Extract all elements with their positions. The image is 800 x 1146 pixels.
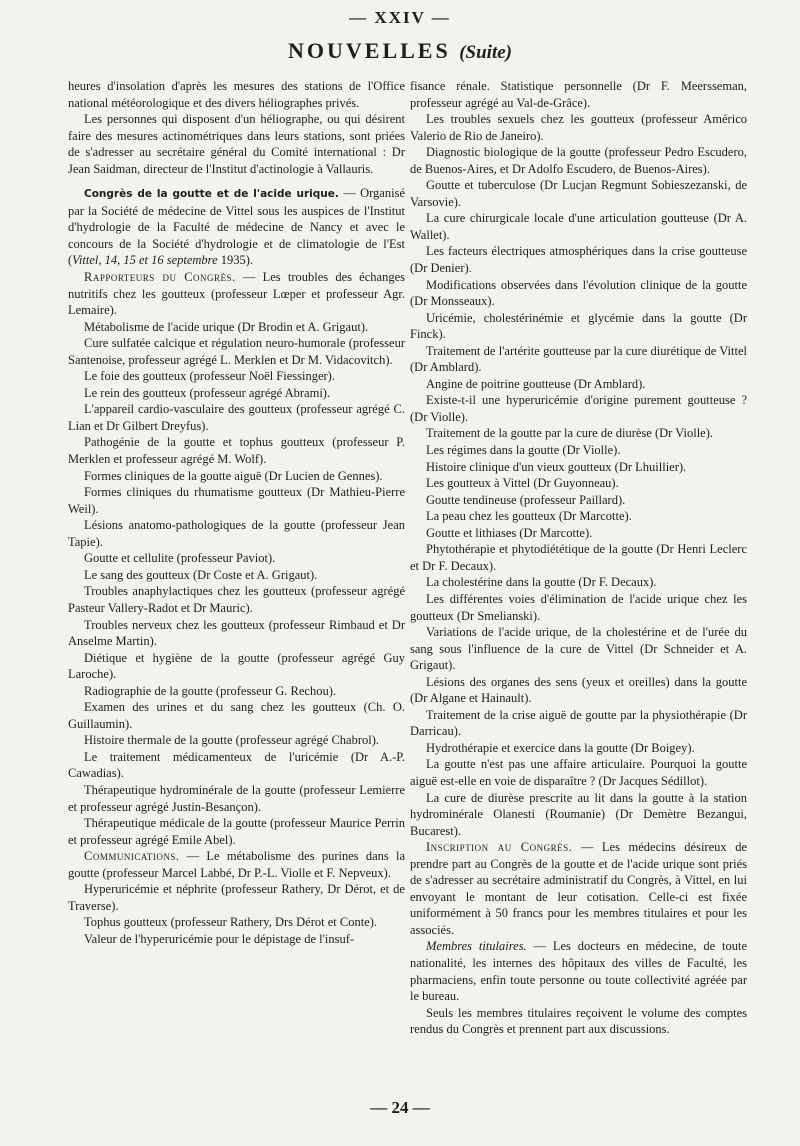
paragraph	[68, 468, 405, 485]
paragraph-text: Formes cliniques du rhumatisme goutteux (Dr Mathieu-Pierre Weil).	[68, 485, 405, 516]
paragraph	[68, 517, 405, 550]
paragraph-text: Angine de poitrine goutteuse (Dr Amblard).	[426, 376, 646, 391]
paragraph-italic: Vittel, 14, 15 et 16 septembre	[72, 253, 218, 268]
paragraph	[410, 574, 747, 591]
paragraph	[68, 484, 405, 517]
paragraph	[68, 434, 405, 467]
paragraph	[410, 508, 747, 525]
paragraph-text: Le traitement médicamenteux de l'uricémie (Dr A.-P. Cawadias).	[68, 749, 405, 781]
paragraph	[68, 617, 405, 650]
paragraph	[410, 790, 747, 840]
paragraph	[68, 650, 405, 683]
paragraph-text: Examen des urines et du sang chez les goutteux (Ch. O. Guillaumin).	[68, 700, 405, 731]
paragraph-text: heures d'insolation d'après les mesures des stations de l'Office national météorologique et des divers héliographes privés.	[68, 79, 405, 110]
right-column	[410, 78, 747, 1038]
paragraph-text: Histoire clinique d'un vieux goutteux (Dr Lhuillier).	[426, 459, 687, 474]
paragraph-text: Modifications observées dans l'évolution clinique de la goutte (Dr Monsseaux).	[410, 277, 747, 309]
paragraph	[410, 475, 747, 492]
paragraph	[68, 931, 405, 948]
paragraph	[410, 425, 747, 442]
paragraph	[410, 177, 747, 210]
paragraph-text: Hyperuricémie et néphrite (professeur Rathery, Dr Dérot, et de Traverse).	[68, 882, 405, 913]
paragraph-text: Les personnes qui disposent d'un héliographe, ou qui désirent faire des mesures actinométriques dans leurs stations, sont priées de s'adresser au secrétaire général du Comité international : Dr Jean Saidman, directeur de l'Institut d'actinologie à Vallauris.	[68, 112, 405, 176]
paragraph	[68, 567, 405, 584]
paragraph	[410, 277, 747, 310]
left-column	[68, 78, 405, 947]
paragraph	[410, 459, 747, 476]
paragraph-text: Troubles nerveux chez les goutteux (professeur Rimbaud et Dr Anselme Martin).	[68, 617, 405, 649]
paragraph	[410, 442, 747, 459]
paragraph-text: Tophus goutteux (professeur Rathery, Drs Dérot et Conte).	[84, 915, 378, 930]
paragraph-text: Le sang des goutteux (Dr Coste et A. Grigaut).	[84, 567, 318, 582]
paragraph-text: fisance rénale. Statistique personnelle (Dr F. Meersseman, professeur agrégé au Val-de-Grâce).	[410, 79, 747, 110]
paragraph-text: — Les docteurs en médecine, de toute nationalité, les internes des hôpitaux des villes de Faculté, les pharmaciens, enfin toute personne ou toute collectivité agréée par le bureau.	[410, 939, 747, 1004]
paragraph-text: Valeur de l'hyperuricémie pour le dépistage de l'insuf-	[84, 931, 355, 946]
paragraph	[68, 782, 405, 815]
paragraph-lead: Inscription au Congrès.	[426, 840, 573, 855]
paragraph-text: — Le métabolisme des purines dans la goutte (professeur Marcel Labbé, Dr P.-L. Violle et F. Nepveux).	[68, 849, 405, 880]
paragraph-text: Radiographie de la goutte (professeur G. Rechou).	[84, 683, 337, 698]
paragraph	[410, 756, 747, 789]
paragraph	[68, 335, 405, 368]
paragraph-text: Les différentes voies d'élimination de l'acide urique chez les goutteux (Dr Smelianski).	[410, 591, 747, 623]
paragraph-text: Goutte et tuberculose (Dr Lucjan Regmunt Sobieszezanski, de Varsovie).	[410, 178, 747, 209]
paragraph	[68, 269, 405, 319]
paragraph	[68, 111, 405, 177]
section-roman-numeral: — XXIV —	[349, 8, 451, 27]
paragraph	[68, 881, 405, 914]
paragraph-text: Le rein des goutteux (professeur agrégé Abrami).	[84, 385, 331, 400]
paragraph	[68, 914, 405, 931]
paragraph	[410, 111, 747, 144]
paragraph-text: La cholestérine dans la goutte (Dr F. Decaux).	[426, 575, 657, 590]
paragraph	[68, 385, 405, 402]
paragraph	[410, 492, 747, 509]
paragraph-text: Lésions anatomo-pathologiques de la goutte (professeur Jean Tapie).	[68, 518, 405, 549]
paragraph	[410, 541, 747, 574]
paragraph	[410, 740, 747, 757]
page-title	[0, 38, 800, 64]
paragraph-text: Les goutteux à Vittel (Dr Guyonneau).	[426, 476, 619, 491]
paragraph-text: Hydrothérapie et exercice dans la goutte (Dr Boigey).	[426, 740, 695, 755]
paragraph	[68, 683, 405, 700]
paragraph	[410, 78, 747, 111]
paragraph	[410, 525, 747, 542]
paragraph	[410, 707, 747, 740]
paragraph-lead: Communications.	[84, 849, 180, 864]
paragraph-lead: Membres titulaires.	[426, 939, 527, 954]
paragraph-text: La goutte n'est pas une affaire articulaire. Pourquoi la goutte aiguë est-elle en voie de disparaître ? (Dr Jacques Sédillot).	[410, 757, 747, 788]
paragraph	[410, 376, 747, 393]
paragraph-text: Diagnostic biologique de la goutte (professeur Pedro Escudero, de Buenos-Aires, et Dr Adolfo Escudero, de Buenos-Aires).	[410, 145, 747, 176]
paragraph-text: Traitement de la crise aiguë de goutte par la physiothérapie (Dr Darricau).	[410, 707, 747, 739]
paragraph-text: Métabolisme de l'acide urique (Dr Brodin et A. Grigaut).	[84, 319, 369, 334]
paragraph	[68, 848, 405, 881]
paragraph	[410, 839, 747, 938]
paragraph-text: Phytothérapie et phytodiététique de la goutte (Dr Henri Leclerc et Dr F. Decaux).	[410, 542, 747, 573]
paragraph	[410, 938, 747, 1004]
paragraph-text: Les troubles sexuels chez les goutteux (professeur Américo Valerio de Rio de Janeiro).	[410, 112, 747, 143]
paragraph-text: Pathogénie de la goutte et tophus goutteux (professeur P. Merklen et professeur agrégé M. Wolf).	[68, 435, 405, 467]
paragraph-lead: Rapporteurs du Congrès.	[84, 270, 236, 285]
paragraph-text: Traitement de l'artérite goutteuse par la cure diurétique de Vittel (Dr Amblard).	[410, 343, 747, 375]
paragraph	[410, 144, 747, 177]
paragraph-text: Thérapeutique médicale de la goutte (professeur Maurice Perrin et professeur agrégé Emile Abel).	[68, 816, 405, 847]
paragraph	[68, 185, 405, 269]
paragraph	[68, 78, 405, 111]
paragraph-text: Le foie des goutteux (professeur Noël Fiessinger).	[84, 369, 335, 384]
paragraph	[410, 674, 747, 707]
page-title-main: NOUVELLES	[288, 38, 451, 63]
paragraph-text: Cure sulfatée calcique et régulation neuro-humorale (professeur Santenoise, professeur agrégé L. Merklen et Dr M. Vidacovitch).	[68, 336, 405, 367]
paragraph-text: Existe-t-il une hyperuricémie d'origine purement goutteuse ? (Dr Violle).	[410, 393, 747, 424]
paragraph-text: Uricémie, cholestérinémie et glycémie dans la goutte (Dr Finck).	[410, 310, 747, 342]
paragraph-text: — Les troubles des échanges nutritifs chez les goutteux (professeur Lœper et professeur Agr. Lemaire).	[68, 270, 405, 318]
paragraph	[68, 815, 405, 848]
paragraph-text: L'appareil cardio-vasculaire des goutteux (professeur agrégé C. Lian et Dr Gilbert Dreyfus).	[68, 402, 405, 433]
paragraph-text: Histoire thermale de la goutte (professeur agrégé Chabrol).	[84, 733, 380, 748]
paragraph	[410, 210, 747, 243]
paragraph-text: Variations de l'acide urique, de la cholestérine et de l'urée du sang sous l'influence de la cure de Vittel (Dr Schneider et A. Grigaut).	[410, 625, 747, 673]
paragraph-text: Seuls les membres titulaires reçoivent le volume des comptes rendus du Congrès et prennent part aux discussions.	[410, 1005, 747, 1037]
paragraph-tail: 1935).	[217, 253, 254, 268]
paragraph	[68, 401, 405, 434]
paragraph-text: La cure de diurèse prescrite au lit dans la goutte à la station hydrominérale Olanesti (Roumanie) (Dr Demètre Bezangui, Bucarest).	[410, 790, 747, 838]
paragraph-text: Goutte et cellulite (professeur Paviot).	[84, 551, 276, 566]
paragraph	[410, 310, 747, 343]
paragraph-text: Troubles anaphylactiques chez les goutteux (professeur agrégé Pasteur Vallery-Radot et Dr Mauric).	[68, 584, 405, 615]
page-number: — 24 —	[370, 1098, 430, 1117]
paragraph-text: La peau chez les goutteux (Dr Marcotte).	[426, 509, 632, 524]
paragraph-text: Lésions des organes des sens (yeux et oreilles) dans la goutte (Dr Algane et Hainault).	[410, 674, 747, 706]
paragraph-text: La cure chirurgicale locale d'une articulation goutteuse (Dr A. Wallet).	[410, 211, 747, 242]
page-title-suite: (Suite)	[459, 42, 512, 63]
paragraph-text: Les régimes dans la goutte (Dr Violle).	[426, 443, 621, 458]
paragraph-text: Diétique et hygiène de la goutte (professeur agrégé Guy Laroche).	[68, 650, 405, 682]
paragraph-text: Traitement de la goutte par la cure de diurèse (Dr Violle).	[426, 426, 713, 441]
paragraph-text: Goutte tendineuse (professeur Paillard).	[426, 492, 626, 507]
paragraph-text: — Les médecins désireux de prendre part au Congrès de la goutte et de l'acide urique sont priés de s'adresser au secrétaire administratif du Congrès, à Vittel, en lui envoyant le montant de leur cotisation. Celle-ci est fixée uniformément à 50 francs pour les membres titulaires et pour les associés.	[410, 840, 747, 937]
paragraph	[410, 1005, 747, 1038]
paragraph-text: Formes cliniques de la goutte aiguë (Dr Lucien de Gennes).	[84, 468, 383, 483]
paragraph	[410, 591, 747, 624]
paragraph	[68, 550, 405, 567]
paragraph	[68, 749, 405, 782]
paragraph-text: Thérapeutique hydrominérale de la goutte (professeur Lemierre et professeur agrégé Justin-Besançon).	[68, 782, 405, 814]
paragraph	[410, 392, 747, 425]
paragraph	[410, 243, 747, 276]
paragraph	[68, 732, 405, 749]
paragraph-text: Goutte et lithiases (Dr Marcotte).	[426, 525, 593, 540]
paragraph	[68, 368, 405, 385]
paragraph-text: — Organisé par la Société de médecine de Vittel sous les auspices de l'Institut d'hydrologie de la Faculté de médecine de Nancy et avec le concours de la Société d'hydrologie et de climatologie de l'Est (	[68, 186, 405, 268]
paragraph	[68, 699, 405, 732]
paragraph	[68, 319, 405, 336]
paragraph	[410, 624, 747, 674]
paragraph	[68, 583, 405, 616]
paragraph	[410, 343, 747, 376]
paragraph-lead: Congrès de la goutte et de l'acide urique.	[84, 188, 339, 201]
paragraph-text: Les facteurs électriques atmosphériques dans la crise goutteuse (Dr Denier).	[410, 244, 747, 276]
